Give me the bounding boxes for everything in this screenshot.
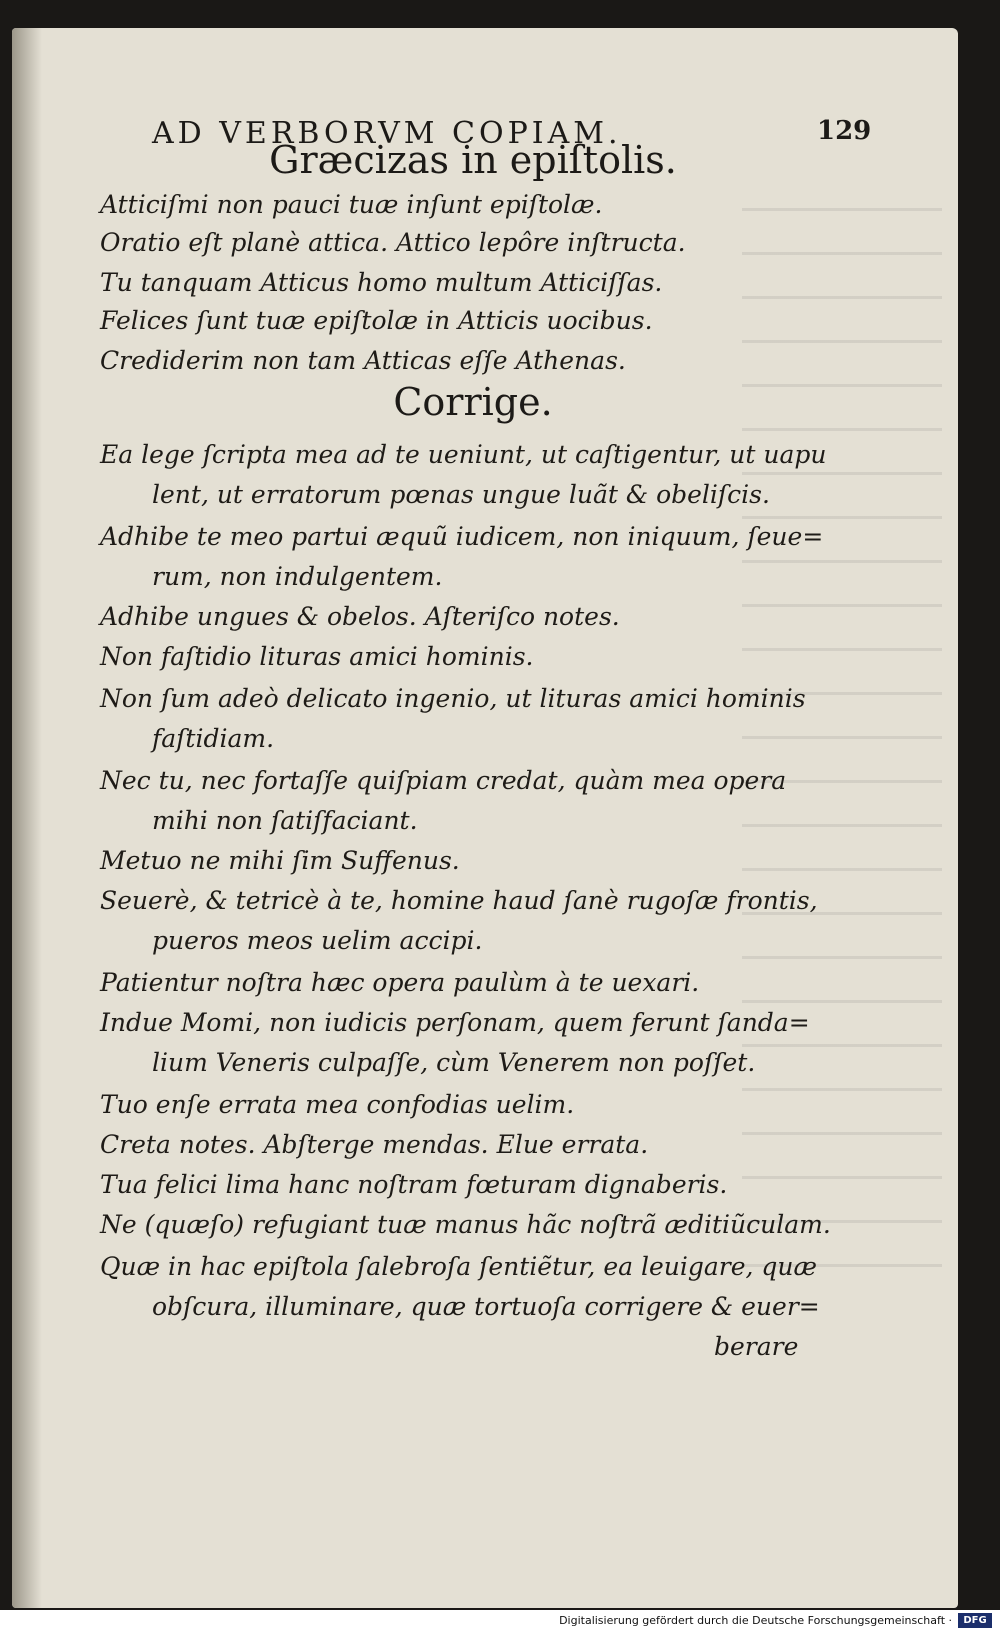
text-line: Quæ in hac epiſtola ſalebroſa ſentiẽtur, ea leuigare, quæ <box>100 1252 818 1281</box>
text-line: Metuo ne mihi ſim Suffenus. <box>100 846 460 875</box>
text-line: Non ſum adeò delicato ingenio, ut lituras amici hominis <box>100 684 806 713</box>
text-line: rum, non indulgentem. <box>152 562 443 591</box>
text-line: Felices ſunt tuæ epiſtolæ in Atticis uocibus. <box>100 306 653 335</box>
page-number: 129 <box>817 116 872 146</box>
text-line: obſcura, illuminare, quæ tortuoſa corrigere & euer= <box>152 1292 820 1321</box>
catchword: berare <box>714 1332 799 1361</box>
text-line: Crediderim non tam Atticas eſſe Athenas. <box>100 346 626 375</box>
section-title-corrige: Corrige. <box>393 380 553 424</box>
text-line: Adhibe ungues & obelos. Aſteriſco notes. <box>100 602 620 631</box>
text-line: Tua felici lima hanc noſtram fœturam dignaberis. <box>100 1170 728 1199</box>
text-line: lium Veneris culpaſſe, cùm Venerem non poſſet. <box>152 1048 756 1077</box>
running-head: AD VERBORVM COPIAM. <box>152 116 622 151</box>
digitization-credit: Digitalisierung gefördert durch die Deutsche Forschungsgemeinschaft · <box>559 1614 952 1627</box>
book-page <box>12 28 958 1608</box>
text-line: Patientur noſtra hæc opera paulùm à te uexari. <box>100 968 700 997</box>
text-line: Oratio eſt planè attica. Attico lepôre inſtructa. <box>100 228 686 257</box>
show-through-text <box>742 178 942 1278</box>
text-line: Ea lege ſcripta mea ad te ueniunt, ut caſtigentur, ut uapu <box>100 440 827 469</box>
text-line: Nec tu, nec fortaſſe quiſpiam credat, quàm mea opera <box>100 766 787 795</box>
text-line: Creta notes. Abſterge mendas. Elue errata. <box>100 1130 649 1159</box>
text-line: Non faſtidio lituras amici hominis. <box>100 642 534 671</box>
text-line: faſtidiam. <box>152 724 275 753</box>
section-title-graecizas: Græcizas in epiſtolis. <box>269 138 677 182</box>
text-line: Atticiſmi non pauci tuæ inſunt epiſtolæ. <box>100 190 603 219</box>
text-line: mihi non ſatiſfaciant. <box>152 806 418 835</box>
text-line: Seuerè, & tetricè à te, homine haud ſanè rugoſæ frontis, <box>100 886 818 915</box>
text-line: Tuo enſe errata mea confodias uelim. <box>100 1090 575 1119</box>
page-gutter-shadow <box>12 28 42 1608</box>
text-line: lent, ut erratorum pœnas ungue luãt & obeliſcis. <box>152 480 770 509</box>
text-line: Adhibe te meo partui æquũ iudicem, non iniquum, ſeue= <box>100 522 824 551</box>
text-line: Ne (quæſo) refugiant tuæ manus hãc noſtrã æditiũculam. <box>100 1210 831 1239</box>
text-line: pueros meos uelim accipi. <box>152 926 483 955</box>
text-line: Tu tanquam Atticus homo multum Atticiſſas. <box>100 268 663 297</box>
dfg-logo: DFG <box>958 1613 992 1628</box>
text-line: Indue Momi, non iudicis perſonam, quem ferunt ſanda= <box>100 1008 810 1037</box>
